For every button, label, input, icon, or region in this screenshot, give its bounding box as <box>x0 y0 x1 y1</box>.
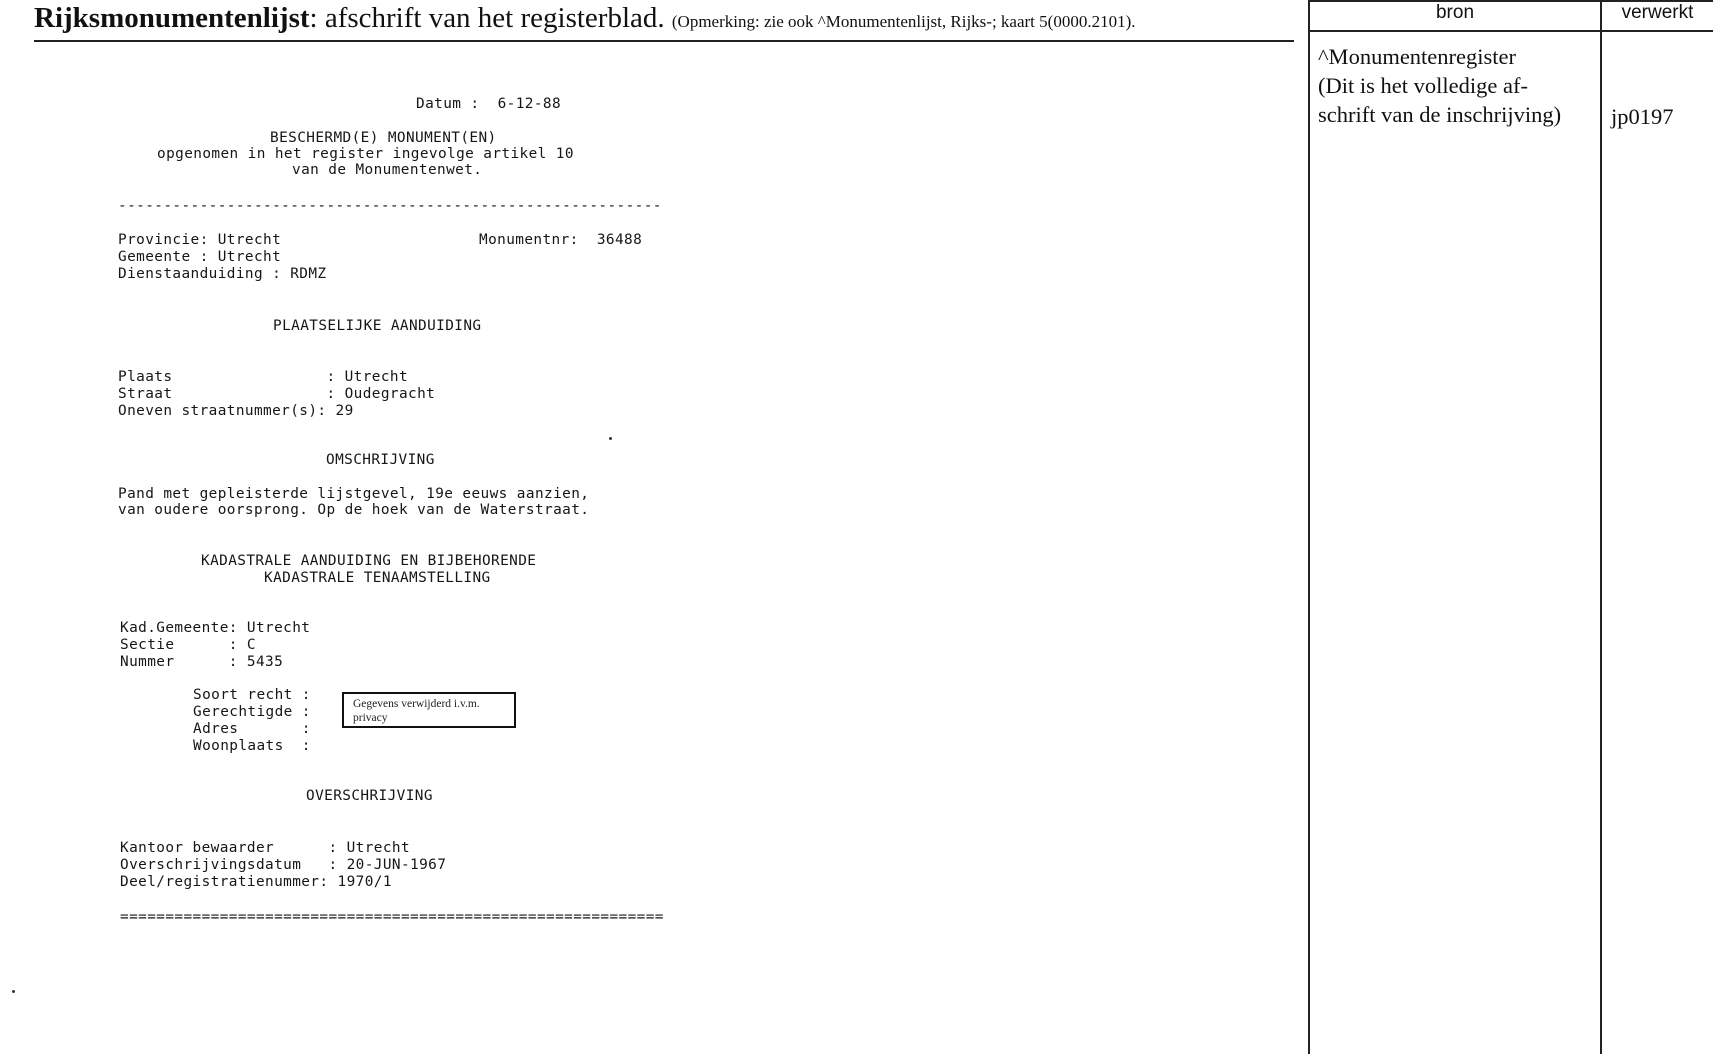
header-rule <box>34 40 1294 42</box>
verwerkt-column-header: verwerkt <box>1621 2 1694 23</box>
deel-line: Deel/registratienummer: 1970/1 <box>120 874 392 890</box>
bron-column-line <box>1308 0 1310 1054</box>
kadastrale-heading-1: KADASTRALE AANDUIDING EN BIJBEHORENDE <box>201 553 537 569</box>
equals-rule: ============================================================ <box>120 909 664 925</box>
bron-line-1: ^Monumentenregister <box>1318 44 1517 69</box>
kantoor-line: Kantoor bewaarder : Utrecht <box>120 840 411 856</box>
bron-line-3: schrift van de inschrijving) <box>1318 102 1562 127</box>
adres-line: Adres : <box>193 721 311 737</box>
record-subheading-1: opgenomen in het register ingevolge artikel 10 <box>157 146 574 162</box>
verwerkt-column-line <box>1600 0 1602 1054</box>
kadastrale-heading-2: KADASTRALE TENAAMSTELLING <box>264 570 491 586</box>
soort-recht-line: Soort recht : <box>193 687 311 703</box>
record-subheading-2: van de Monumentenwet. <box>292 162 483 178</box>
privacy-redaction-box: Gegevens verwijderd i.v.m. privacy <box>342 692 516 728</box>
bron-line-2: (Dit is het volledige af- <box>1318 73 1528 98</box>
omschrijving-line-2: van oudere oorsprong. Op de hoek van de Waterstraat. <box>118 502 590 518</box>
scan-speck <box>12 990 15 993</box>
overschrijving-heading: OVERSCHRIJVING <box>306 788 433 804</box>
gerechtigde-line: Gerechtigde : <box>193 704 311 720</box>
woonplaats-line: Woonplaats : <box>193 738 311 754</box>
oneven-line: Oneven straatnummer(s): 29 <box>118 403 354 419</box>
nummer-line: Nummer : 5435 <box>120 654 284 670</box>
plaatselijke-heading: PLAATSELIJKE AANDUIDING <box>273 318 482 334</box>
table-header-rule <box>1310 30 1713 32</box>
omschrijving-line-1: Pand met gepleisterde lijstgevel, 19e eeuws aanzien, <box>118 486 590 502</box>
bron-column-header: bron <box>1435 2 1475 23</box>
title-rest: : afschrift van het registerblad. <box>309 2 665 34</box>
dash-rule: ------------------------------------------------------------ <box>118 198 662 214</box>
title-note: (Opmerking: zie ook ^Monumentenlijst, Rijks-; kaart 5(0000.2101). <box>671 12 1136 31</box>
dienstaanduiding-line: Dienstaanduiding : RDMZ <box>118 266 327 282</box>
plaats-line: Plaats : Utrecht <box>118 369 409 385</box>
monumentnr-line: Monumentnr: 36488 <box>479 232 643 248</box>
record-heading: BESCHERMD(E) MONUMENT(EN) <box>270 130 497 146</box>
scan-speck <box>609 437 612 440</box>
kad-gemeente-line: Kad.Gemeente: Utrecht <box>120 620 311 636</box>
gemeente-line: Gemeente : Utrecht <box>118 249 282 265</box>
provincie-line: Provincie: Utrecht <box>118 232 282 248</box>
straat-line: Straat : Oudegracht <box>118 386 436 402</box>
verwerkt-value: jp0197 <box>1611 104 1674 129</box>
overschrijvingsdatum-line: Overschrijvingsdatum : 20-JUN-1967 <box>120 857 447 873</box>
sectie-line: Sectie : C <box>120 637 256 653</box>
datum-line: Datum : 6-12-88 <box>416 96 562 112</box>
title-bold: Rijksmonumentenlijst <box>34 2 310 34</box>
page-title <box>34 2 1135 35</box>
omschrijving-heading: OMSCHRIJVING <box>326 452 435 468</box>
